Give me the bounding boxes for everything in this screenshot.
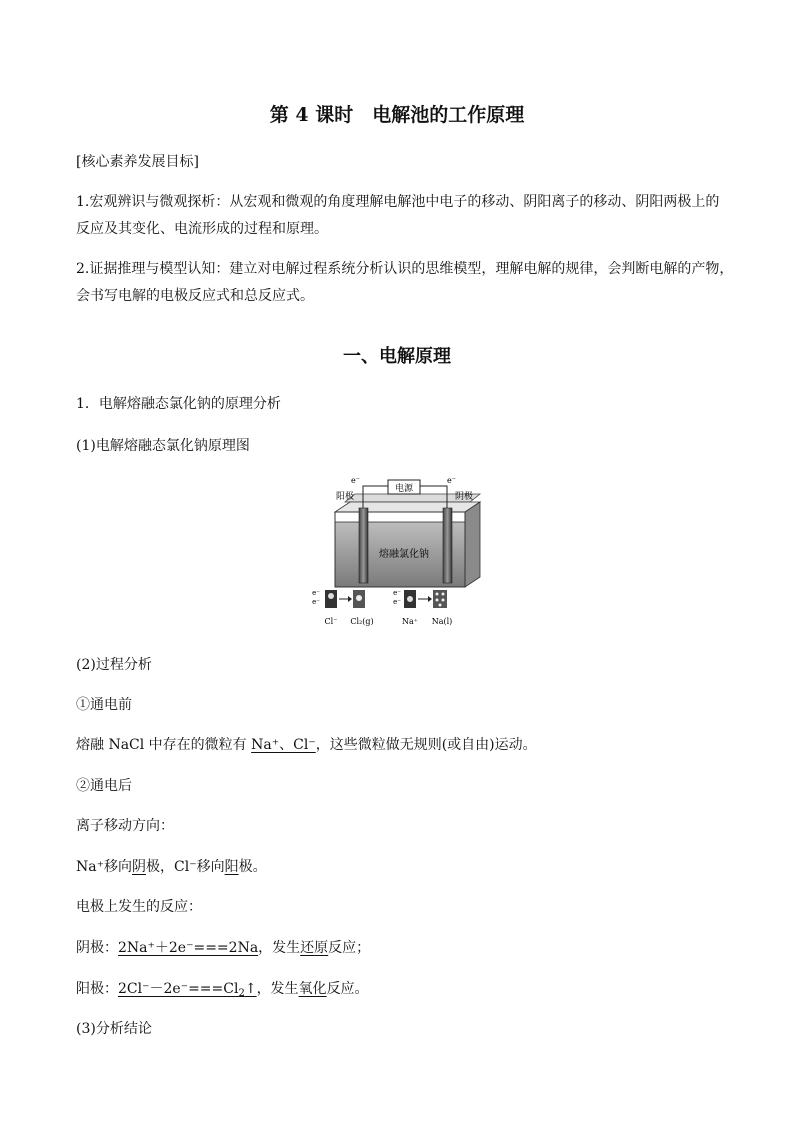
goals-heading: [核心素养发展目标] [76,154,199,170]
tank-top [335,502,480,512]
after-heading: ②通电后 [76,778,132,794]
svg-text:e⁻: e⁻ [312,598,320,606]
anode-equation: $2Cl^--2e^-===Cl_2↑$ [118,981,257,999]
section-heading: 一、电解原理 [343,346,451,367]
goal-2-line-1: 2.证据推理与模型认知：建立对电解过程系统分析认识的思维模型，理解电解的规律，会判断电解的产物， [76,261,734,277]
electron-right: e⁻ [447,476,456,485]
before-text: 熔融 NaCl 中存在的微粒有 Na⁺、Cl⁻，这些微粒做无规则(或自由)运动。 [76,737,537,753]
direction-text: Na⁺移向阴极，Cl⁻移向阳极。 [76,859,267,875]
anode-label: 阳极 [336,492,355,502]
svg-text:e⁻: e⁻ [393,589,401,597]
cathode-type-answer: 还原 [300,940,329,956]
anode-electrode [359,508,368,583]
cl-target-answer: 阳 [224,859,239,875]
cathode-label: 阴极 [455,492,474,502]
cathode-electrode [443,508,452,583]
diagram-caption: (1)电解熔融态氯化钠原理图 [76,438,250,454]
na-ion-label: Na⁺ [402,617,418,626]
direction-label: 离子移动方向： [76,818,174,834]
electron-left: e⁻ [351,476,360,485]
svg-text:e⁻: e⁻ [393,598,401,606]
before-heading: ①通电前 [76,697,132,713]
cl-ion-label: Cl⁻ [324,617,338,626]
melt-label: 熔融氯化钠 [379,549,429,560]
reaction-label: 电极上发生的反应： [76,899,202,915]
tank-side [465,502,480,587]
page-title: 第 4 课时 电解池的工作原理 [269,104,525,126]
cl2-label: Cl₂(g) [350,617,374,626]
cathode-reaction: 阴极：2Na⁺＋2e⁻===2Na，发生还原反应； [76,940,371,956]
subsection-heading: 1．电解熔融态氯化钠的原理分析 [76,396,281,412]
conclusion-heading: (3)分析结论 [76,1021,152,1037]
electrolysis-diagram [300,472,500,632]
process-heading: (2)过程分析 [76,657,152,673]
ions-answer: Na⁺、Cl⁻ [251,737,316,753]
svg-text:e⁻: e⁻ [312,589,320,597]
power-label: 电源 [394,484,414,494]
goal-1-line-1: 1.宏观辨识与微观探析：从宏观和微观的角度理解电解池中电子的移动、阴阳离子的移动、阴阳两极上的 [76,194,720,210]
cathode-equation: 2Na⁺＋2e⁻===2Na [118,940,259,956]
goal-1-line-2: 反应及其变化、电流形成的过程和原理。 [76,221,328,237]
anode-reaction: 阳极：$2Cl^--2e^-===Cl_2↑$，发生氧化反应。 [76,981,369,999]
na-liquid-label: Na(l) [431,617,453,626]
na-target-answer: 阴 [132,859,146,875]
goal-2-line-2: 会书写电解的电极反应式和总反应式。 [76,288,314,304]
anode-type-answer: 氧化 [298,981,327,997]
